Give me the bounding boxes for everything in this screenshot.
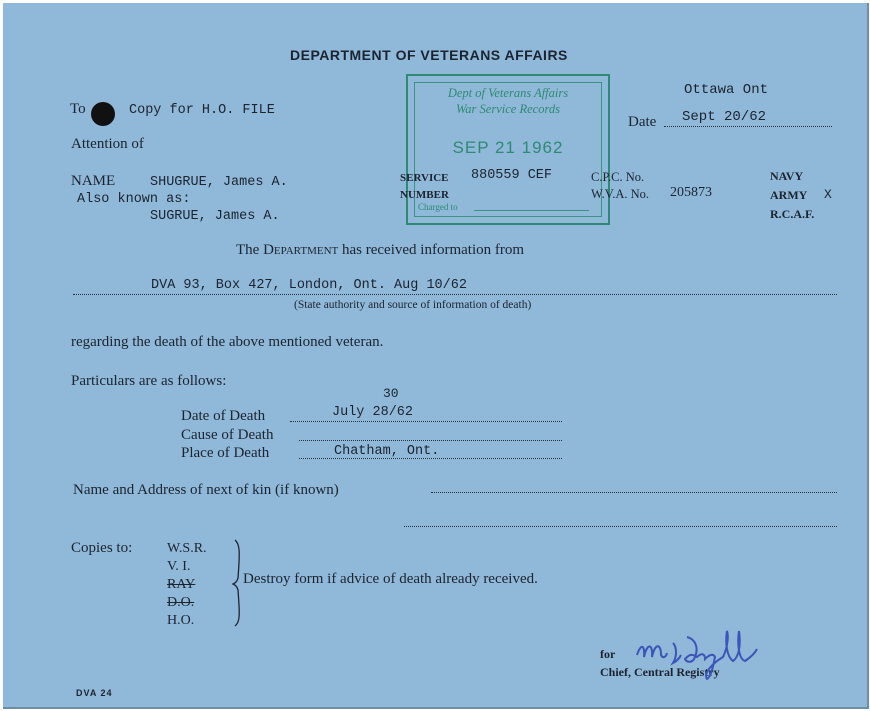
number-label: NUMBER: [400, 189, 449, 201]
stamp-line-1: Dept of Veterans Affairs: [447, 86, 569, 100]
copy-do: D.O.: [167, 595, 195, 610]
source-caption: (State authority and source of information of death): [294, 299, 532, 311]
copy-vi: V. I.: [167, 559, 191, 574]
place-of-death-label: Place of Death: [181, 445, 270, 461]
particulars-heading: Particulars are as follows:: [71, 373, 227, 389]
service-number-value: 880559 CEF: [471, 168, 553, 183]
attention-label: Attention of: [71, 136, 144, 152]
copy-wsr: W.S.R.: [167, 541, 207, 556]
next-of-kin-label: Name and Address of next of kin (if known): [73, 482, 339, 498]
wva-label: W.V.A. No.: [591, 187, 649, 201]
place-of-death-value: Chatham, Ont.: [334, 444, 440, 459]
bracket-brace: [231, 538, 243, 628]
rcaf-label: R.C.A.F.: [770, 207, 815, 221]
place-header: Ottawa Ont: [684, 82, 769, 98]
regarding-text: regarding the death of the above mentioned veteran.: [71, 334, 384, 350]
aka-value: SUGRUE, James A.: [150, 209, 280, 224]
date-of-death-correction: 30: [383, 386, 399, 401]
received-statement: The Department has received information from: [236, 242, 525, 258]
name-label: NAME: [71, 173, 116, 189]
date-value: Sept 20/62: [682, 109, 767, 125]
navy-label: NAVY: [770, 169, 804, 183]
source-value: DVA 93, Box 427, London, Ont. Aug 10/62: [151, 278, 467, 293]
redaction-blot: [91, 102, 115, 126]
destroy-instruction: Destroy form if advice of death already received.: [243, 571, 538, 587]
copy-ray: RAY: [167, 577, 196, 592]
date-of-death-label: Date of Death: [181, 408, 266, 424]
stamp-charged-label: Charged to: [418, 202, 458, 212]
cpc-label: C.P.C. No.: [591, 170, 645, 184]
received-stamp: [406, 74, 610, 225]
department-title: DEPARTMENT OF VETERANS AFFAIRS: [290, 47, 568, 63]
stamp-line-2: War Service Records: [456, 102, 560, 116]
signature-text: M J Doyell: [633, 623, 639, 624]
to-label: To: [70, 101, 86, 117]
wva-value: 205873: [670, 185, 712, 200]
date-label: Date: [628, 114, 657, 130]
for-label: for: [600, 647, 616, 661]
army-label: ARMY: [770, 188, 808, 202]
copies-list: [167, 540, 207, 630]
copies-to-label: Copies to:: [71, 540, 133, 556]
copy-for-file: Copy for H.O. FILE: [129, 103, 275, 118]
stamp-date: SEP 21 1962: [452, 138, 564, 157]
death-notice-form: [3, 3, 869, 709]
date-of-death-value: July 28/62: [332, 405, 414, 420]
name-value: SHUGRUE, James A.: [150, 175, 288, 190]
army-mark: X: [824, 187, 832, 202]
form-code: DVA 24: [76, 688, 113, 698]
copy-ho: H.O.: [167, 613, 195, 628]
service-label: SERVICE: [400, 172, 449, 184]
chief-central-registry: Chief, Central Registry: [600, 665, 720, 679]
cause-of-death-label: Cause of Death: [181, 427, 274, 443]
aka-label: Also known as:: [77, 192, 191, 207]
signature: [633, 623, 803, 683]
